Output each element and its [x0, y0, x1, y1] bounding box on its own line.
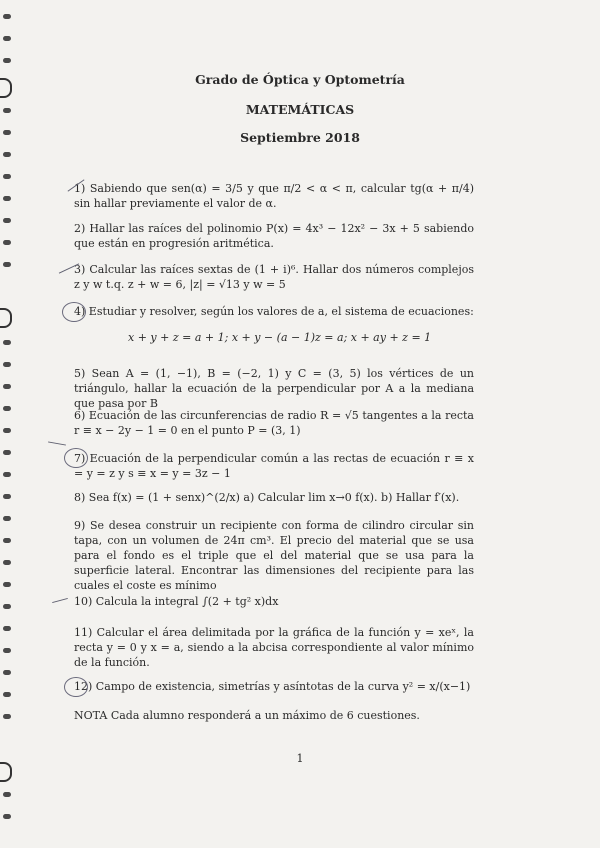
pen-dash-mark	[52, 598, 68, 603]
binder-hole	[3, 648, 11, 653]
pen-dash-mark	[48, 441, 66, 445]
binder-hole	[3, 814, 11, 819]
question-9: 9) Se desea construir un recipiente con forma de cilindro circular sin tapa, con un volumen de 24π cm³. El precio del material que se usa para el fondo es el triple que el del material que se usa para la superficie lateral. Encontrar las dimensiones del recipiente para las cuales el coste es mínimo	[74, 519, 474, 592]
question-4: 4) Estudiar y resolver, según los valores de a, el sistema de ecuaciones:	[74, 305, 474, 318]
question-6: 6) Ecuación de las circunferencias de radio R = √5 tangentes a la recta r ≡ x − 2y − 1 = 0 en el punto P = (3, 1)	[74, 409, 474, 437]
binder-hole	[3, 174, 11, 179]
binder-hole	[3, 494, 11, 499]
question-7: 7) Ecuación de la perpendicular común a las rectas de ecuación r ≡ x = y = z y s ≡ x = y = 3z − 1	[74, 452, 474, 480]
binder-holes	[0, 0, 14, 848]
binder-hole	[3, 36, 11, 41]
binder-hole	[3, 262, 11, 267]
binder-hole	[3, 450, 11, 455]
binder-clip	[0, 308, 12, 328]
binder-hole	[3, 714, 11, 719]
question-12: 12) Campo de existencia, simetrías y asíntotas de la curva y² = x/(x−1)	[74, 680, 471, 693]
binder-hole	[3, 196, 11, 201]
degree-title: Grado de Óptica y Optometría	[195, 72, 405, 87]
question-11: 11) Calcular el área delimitada por la gráfica de la función y = xeˣ, la recta y = 0 y x = a, siendo a la abcisa correspondiente al valor mínimo de la función.	[74, 626, 474, 669]
system-equation: x + y + z = a + 1; x + y − (a − 1)z = a; x + ay + z = 1	[128, 331, 432, 344]
question-10: 10) Calcula la integral ∫(2 + tg² x)dx	[74, 595, 279, 608]
page-number: 1	[296, 752, 304, 765]
exam-date: Septiembre 2018	[240, 130, 360, 145]
binder-hole	[3, 516, 11, 521]
binder-hole	[3, 582, 11, 587]
binder-hole	[3, 340, 11, 345]
pen-circle-mark	[64, 677, 88, 697]
binder-clip	[0, 762, 12, 782]
binder-hole	[3, 560, 11, 565]
binder-hole	[3, 58, 11, 63]
binder-hole	[3, 538, 11, 543]
binder-hole	[3, 384, 11, 389]
binder-hole	[3, 626, 11, 631]
binder-hole	[3, 428, 11, 433]
binder-hole	[3, 14, 11, 19]
binder-hole	[3, 218, 11, 223]
pen-circle-mark	[64, 448, 88, 468]
question-3: 3) Calcular las raíces sextas de (1 + i)⁶. Hallar dos números complejos z y w t.q. z + w = 6, |z| = √13 y w = 5	[74, 263, 474, 291]
binder-hole	[3, 604, 11, 609]
binder-hole	[3, 670, 11, 675]
pen-circle-mark	[62, 302, 86, 322]
binder-hole	[3, 692, 11, 697]
binder-hole	[3, 240, 11, 245]
binder-hole	[3, 152, 11, 157]
question-2: 2) Hallar las raíces del polinomio P(x) = 4x³ − 12x² − 3x + 5 sabiendo que están en progresión aritmética.	[74, 222, 474, 250]
subject-title: MATEMÁTICAS	[245, 102, 355, 117]
binder-hole	[3, 472, 11, 477]
binder-hole	[3, 406, 11, 411]
exam-note: NOTA Cada alumno responderá a un máximo de 6 cuestiones.	[74, 709, 420, 722]
question-1: 1) Sabiendo que sen(α) = 3/5 y que π/2 < α < π, calcular tg(α + π/4) sin hallar previamente el valor de α.	[74, 182, 474, 210]
question-5: 5) Sean A = (1, −1), B = (−2, 1) y C = (3, 5) los vértices de un triángulo, hallar la ecuación de la perpendicular por A a la mediana que pasa por B	[74, 367, 474, 410]
binder-hole	[3, 362, 11, 367]
question-8: 8) Sea f(x) = (1 + senx)^(2/x) a) Calcular lim x→0 f(x). b) Hallar f′(x).	[74, 491, 460, 504]
binder-hole	[3, 792, 11, 797]
